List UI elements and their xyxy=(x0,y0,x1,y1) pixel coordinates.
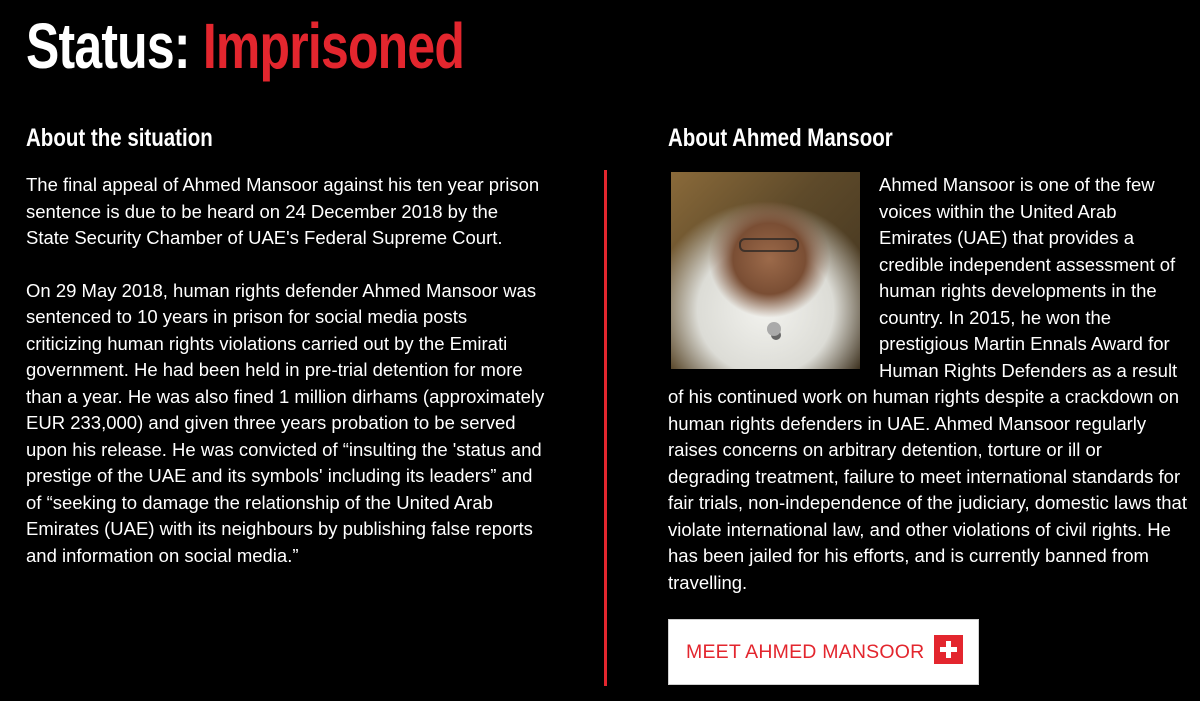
about-section xyxy=(668,172,1188,596)
situation-heading: About the situation xyxy=(26,124,213,152)
situation-section xyxy=(26,172,546,595)
about-heading: About Ahmed Mansoor xyxy=(668,124,893,152)
plus-icon[interactable] xyxy=(934,635,963,664)
situation-paragraph: The final appeal of Ahmed Mansoor against his ten year prison sentence is due to be heard on 24 December 2018 by the State Security Chamber of UAE's Federal Supreme Court. xyxy=(26,174,540,248)
cta-label: MEET AHMED MANSOOR xyxy=(686,640,925,663)
column-divider xyxy=(604,170,607,686)
glasses-shape xyxy=(739,238,799,252)
status-label: Status: xyxy=(26,10,190,82)
portrait-photo xyxy=(671,172,860,369)
situation-paragraph: On 29 May 2018, human rights defender Ahmed Mansoor was sentenced to 10 years in prison for social media posts criticizing human rights violations carried out by the Emirati government. He had been held in pre-trial detention for more than a year. He was also fined 1 million dirhams (approximately EUR 233,000) and given three years probation to be served upon his release. He was convicted of “insulting the 'status and prestige of the UAE and its symbols' including its leaders” and of “seeking to damage the relationship of the United Arab Emirates (UAE) with its neighbours by publishing false reports and information on social media.” xyxy=(26,279,545,566)
meet-ahmed-mansoor-button[interactable] xyxy=(668,619,979,685)
about-bio: Ahmed Mansoor is one of the few voices within the United Arab Emirates (UAE) that provides a credible independent assessment of human rights developments in the country. In 2015, he won the prestigious Martin Ennals Award for Human Rights Defenders as a result of his continued work on human rights despite a crackdown on human rights defenders in UAE. Ahmed Mansoor regularly raises concerns on arbitrary detention, torture or ill or degrading treatment, failure to meet international standards for fair trials, non-independence of the judiciary, domestic laws that violate international law, and other violations of civil rights. He has been jailed for his efforts, and is currently banned from travelling. xyxy=(668,174,1187,593)
microphone-shape xyxy=(767,322,781,336)
status-value: Imprisoned xyxy=(202,10,465,82)
page-title xyxy=(26,8,464,84)
